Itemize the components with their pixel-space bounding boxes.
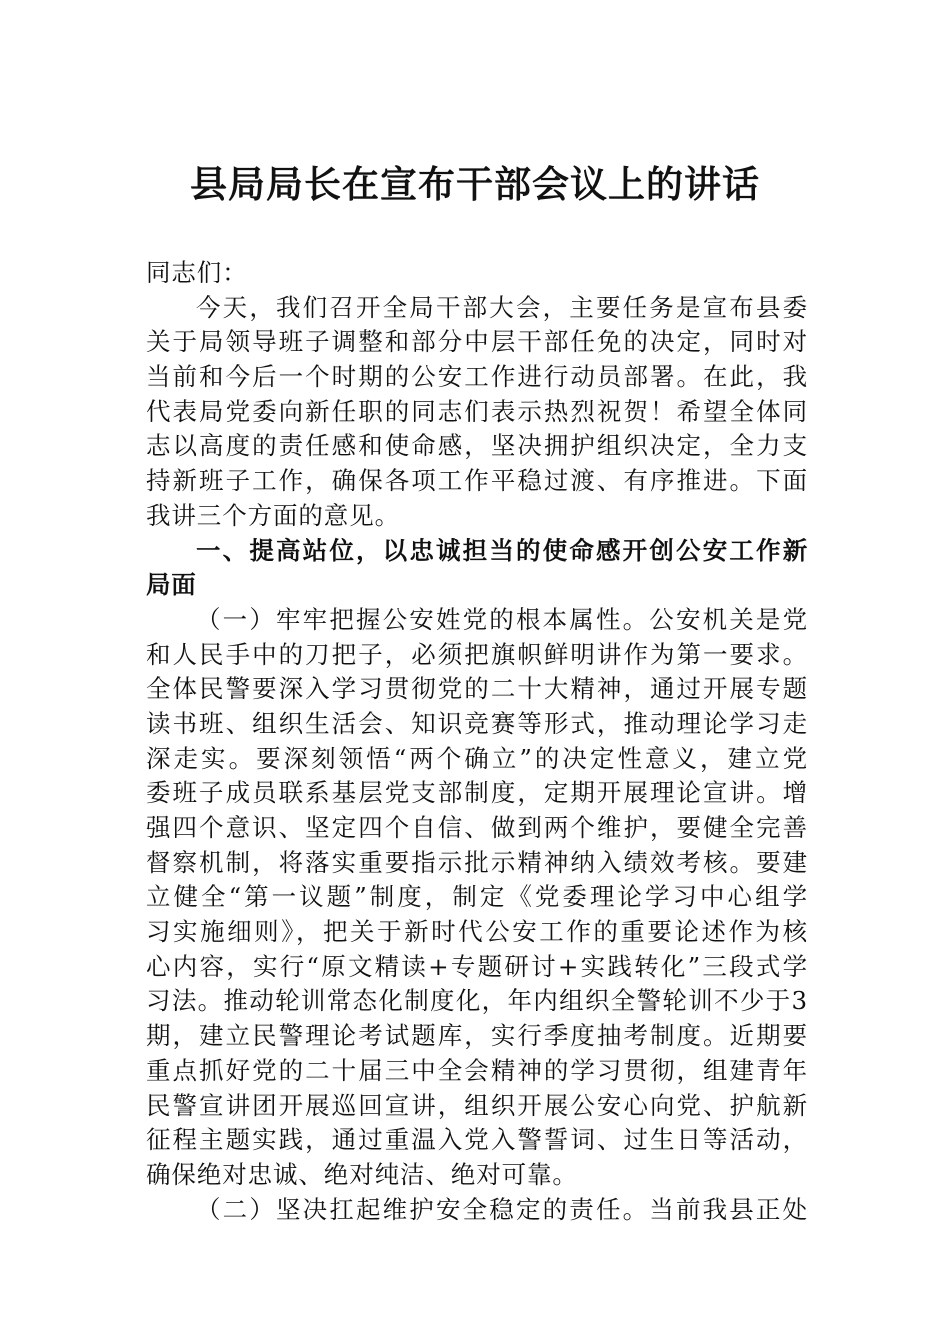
paragraph-line: 和人民手中的刀把子，必须把旗帜鲜明讲作为第一要求。 [146,639,808,669]
paragraph-line: 期，建立民警理论考试题库，实行季度抽考制度。近期要 [146,1021,808,1051]
subsection-line: （二）坚决扛起维护安全稳定的责任。当前我县正处 [196,1194,808,1224]
paragraph-line: 重点抓好党的二十届三中全会精神的学习贯彻，组建青年 [146,1055,808,1085]
paragraph-line: 督察机制，将落实重要指示批示精神纳入绩效考核。要建 [146,847,808,877]
paragraph-line: 代表局党委向新任职的同志们表示热烈祝贺！希望全体同 [146,396,808,426]
paragraph-line: 全体民警要深入学习贯彻党的二十大精神，通过开展专题 [146,674,808,704]
paragraph-line: 我讲三个方面的意见。 [146,500,400,530]
paragraph-line: 持新班子工作，确保各项工作平稳过渡、有序推进。下面 [146,466,808,496]
section-heading: 局面 [146,570,197,600]
document-title: 县局局长在宣布干部会议上的讲话 [190,162,760,206]
paragraph-line: 习实施细则》，把关于新时代公安工作的重要论述作为核 [146,917,808,947]
paragraph-line: 征程主题实践，通过重温入党入警誓词、过生日等活动， [146,1125,808,1155]
paragraph-line: 委班子成员联系基层党支部制度，定期开展理论宣讲。增 [146,778,808,808]
paragraph-line: 深走实。要深刻领悟“两个确立”的决定性意义，建立党 [146,743,808,773]
paragraph-line: 志以高度的责任感和使命感，坚决拥护组织决定，全力支 [146,431,808,461]
paragraph-line: 强四个意识、坚定四个自信、做到两个维护，要健全完善 [146,813,808,842]
subsection-line: （一）牢牢把握公安姓党的根本属性。公安机关是党 [196,604,808,634]
paragraph-line: 关于局领导班子调整和部分中层干部任免的决定，同时对 [146,327,808,357]
paragraph-line: 今天，我们召开全局干部大会，主要任务是宣布县委 [196,292,808,322]
paragraph-line: 习法。推动轮训常态化制度化，年内组织全警轮训不少于3 [146,986,808,1016]
paragraph-line: 立健全“第一议题”制度，制定《党委理论学习中心组学 [146,882,808,912]
salutation: 同志们： [146,258,248,287]
paragraph-line: 当前和今后一个时期的公安工作进行动员部署。在此，我 [146,362,808,392]
section-heading: 一、提高站位，以忠诚担当的使命感开创公安工作新 [196,535,808,565]
paragraph-line: 确保绝对忠诚、绝对纯洁、绝对可靠。 [146,1159,578,1189]
paragraph-line: 读书班、组织生活会、知识竞赛等形式，推动理论学习走 [146,708,808,738]
paragraph-line: 民警宣讲团开展巡回宣讲，组织开展公安心向党、护航新 [146,1090,808,1120]
paragraph-line: 心内容，实行“原文精读+专题研讨+实践转化”三段式学 [146,951,808,981]
document-body [146,256,808,1227]
